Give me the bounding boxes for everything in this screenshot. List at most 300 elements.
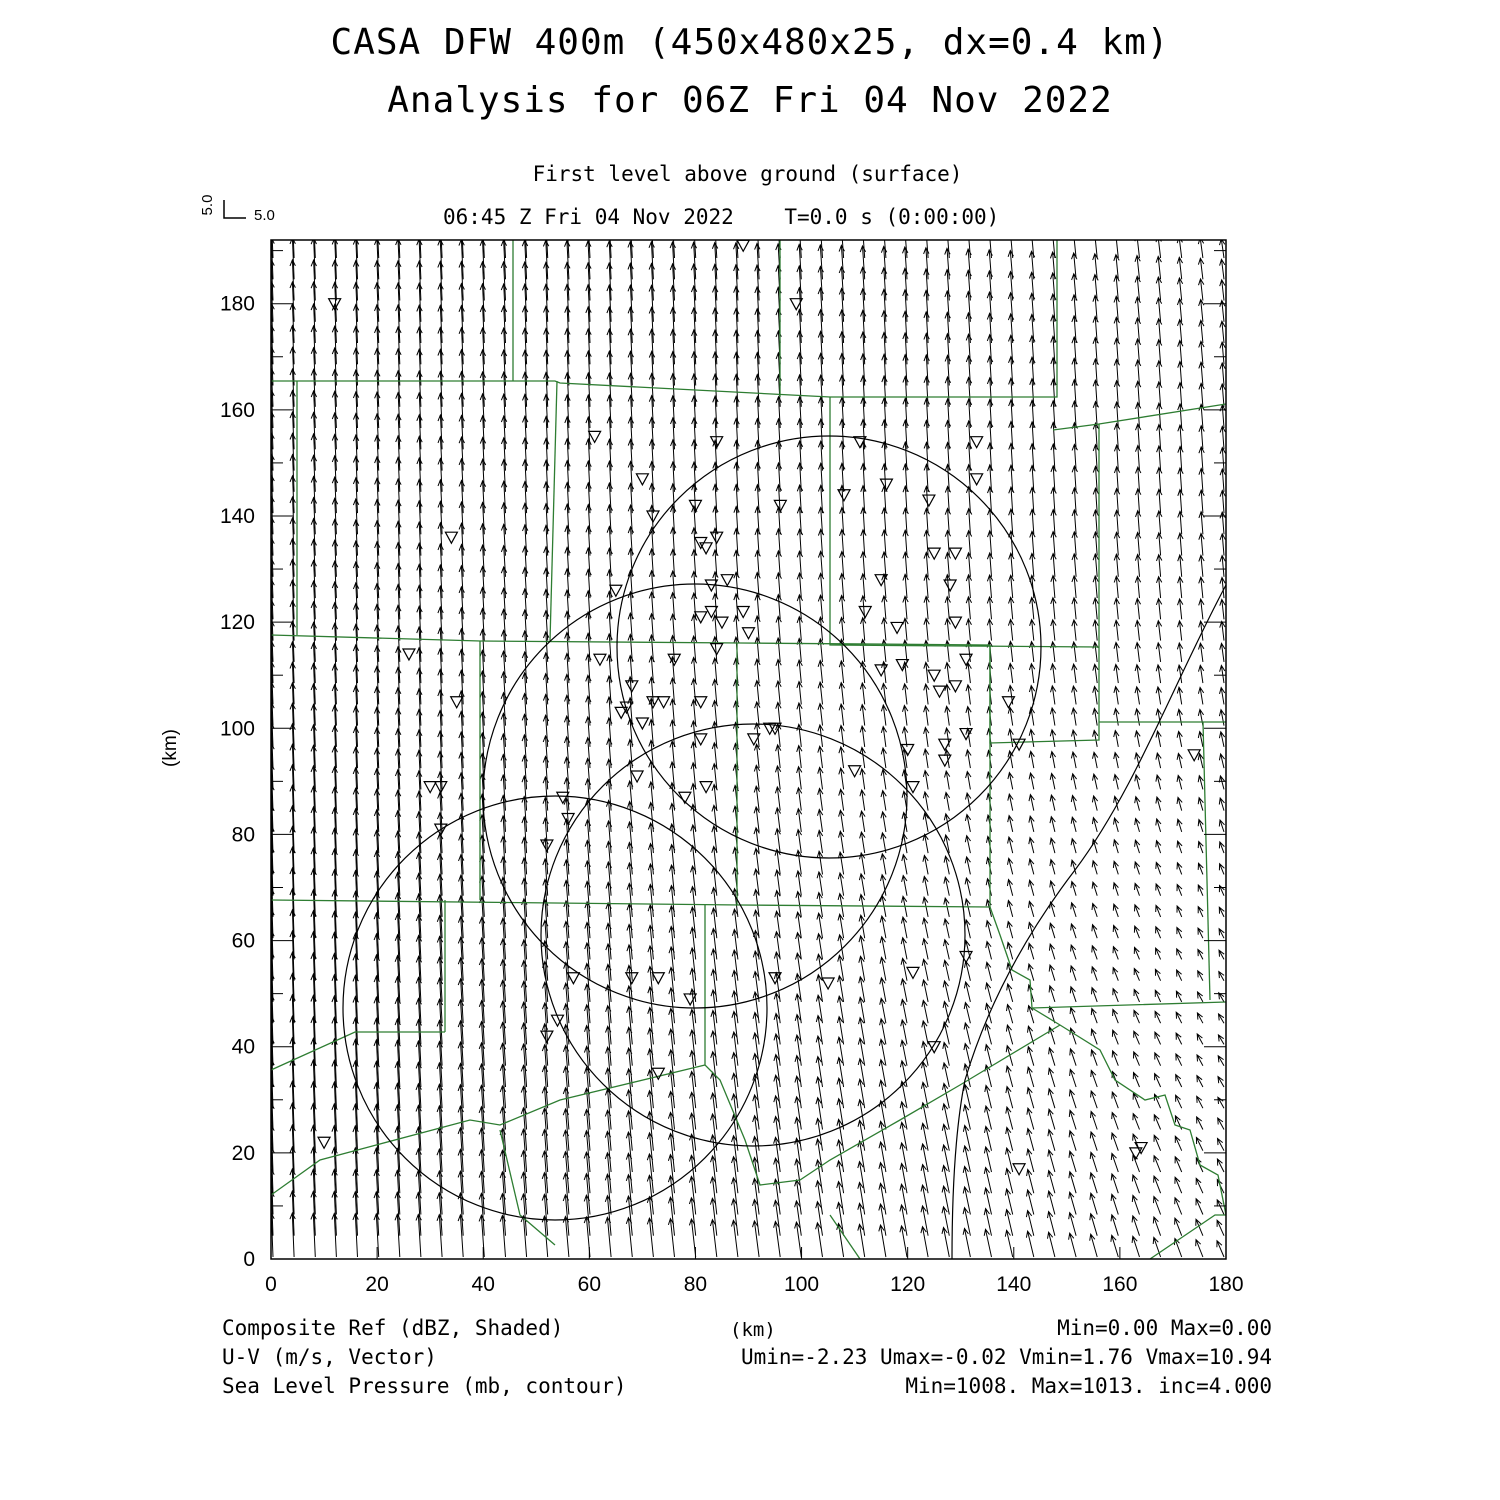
wind-vector (944, 919, 950, 938)
wind-vector (1027, 1108, 1034, 1129)
wind-vector (1197, 1096, 1203, 1108)
wind-vector (1154, 1156, 1161, 1172)
wind-vector (1135, 555, 1140, 577)
wind-vector (881, 748, 886, 768)
wind-vector (1156, 948, 1161, 959)
wind-vector (1090, 1214, 1097, 1236)
wind-vector (1157, 446, 1162, 471)
wind-vector (1219, 972, 1224, 981)
wind-vector (859, 874, 864, 896)
wind-vector (1009, 509, 1014, 534)
radar-site-marker (822, 978, 834, 989)
wind-vector (1198, 863, 1203, 874)
wind-vector (1176, 1075, 1182, 1087)
wind-vector (1092, 818, 1097, 832)
wind-vector (1050, 923, 1055, 938)
chart-title: CASA DFW 400m (450x480x25, dx=0.4 km) (330, 22, 1170, 63)
wind-vector (923, 792, 928, 811)
wind-vector (1198, 754, 1203, 769)
wind-vector (1069, 1172, 1076, 1194)
wind-vector (1219, 820, 1224, 832)
wind-vector (1220, 469, 1225, 492)
wind-vector (1091, 1070, 1097, 1087)
wind-vector (923, 918, 929, 938)
wind-vector (945, 553, 950, 577)
wind-vector (755, 638, 760, 662)
footer-pressure-label: Sea Level Pressure (mb, contour) (222, 1374, 627, 1398)
radar-site-marker (451, 697, 463, 708)
wind-vector (1008, 685, 1013, 704)
radar-site-marker (944, 580, 956, 591)
wind-vector (1132, 1175, 1139, 1193)
wind-vector (1199, 599, 1204, 619)
wind-vector (1135, 840, 1140, 853)
wind-vector (1198, 776, 1203, 790)
wind-vector (964, 1023, 970, 1044)
wind-vector (1092, 882, 1097, 896)
wind-vector (1220, 280, 1225, 301)
wind-vector (965, 920, 971, 938)
wind-vector (924, 684, 929, 704)
wind-vector (817, 893, 823, 917)
wind-vector (903, 618, 908, 640)
wind-vector (1199, 279, 1204, 301)
wind-vector (987, 597, 992, 619)
wind-vector (1220, 666, 1225, 684)
x-tick-label: 40 (471, 1273, 495, 1296)
wind-vector (1026, 1231, 1033, 1257)
wind-vector (1072, 598, 1077, 619)
wind-vector (1135, 797, 1140, 811)
wind-vector (1178, 511, 1183, 534)
wind-vector (1156, 884, 1161, 896)
reference-vector-label-x: 5.0 (254, 207, 275, 224)
radar-site-marker (658, 697, 670, 708)
wind-vector (1199, 447, 1204, 471)
wind-vector (1155, 1053, 1161, 1066)
wind-vector (944, 856, 949, 874)
wind-vector (1071, 796, 1076, 811)
wind-vector (1176, 1054, 1182, 1066)
wind-vector (860, 769, 865, 790)
radar-site-marker (403, 649, 415, 660)
wind-vector (1071, 882, 1076, 896)
wind-vector (1219, 907, 1224, 917)
footer-vector-label: U-V (m/s, Vector) (222, 1345, 437, 1369)
wind-vector (903, 530, 908, 555)
wind-vector (1178, 383, 1183, 407)
wind-vector (1156, 841, 1161, 853)
wind-vector (1220, 688, 1225, 705)
wind-vector (1134, 926, 1139, 938)
wind-vector (796, 809, 801, 832)
wind-vector (1008, 794, 1013, 811)
wind-vector (1135, 577, 1140, 599)
wind-vector (1113, 968, 1118, 981)
wind-vector (818, 661, 823, 684)
wind-vector (1220, 491, 1225, 514)
wind-vector (1050, 730, 1055, 747)
wind-vector (923, 855, 928, 874)
wind-vector (1135, 819, 1140, 832)
wind-vector (1157, 489, 1162, 513)
wind-vector (1090, 1152, 1097, 1172)
county-boundary (990, 424, 1099, 743)
wind-vector (1220, 426, 1225, 449)
wind-vector (880, 937, 886, 960)
wind-vector (818, 704, 823, 726)
wind-vector (1177, 775, 1182, 789)
wind-vector (1156, 819, 1161, 832)
wind-vector (1134, 947, 1139, 959)
wind-vector (1092, 904, 1097, 917)
wind-vector (1134, 990, 1140, 1002)
wind-vector (1154, 1197, 1161, 1215)
radar-site-marker (923, 495, 935, 506)
wind-vector (861, 574, 866, 598)
wind-vector (754, 765, 759, 789)
wind-vector (1071, 945, 1077, 959)
wind-vector (860, 811, 865, 832)
wind-vector (797, 724, 802, 747)
wind-vector (1114, 753, 1119, 769)
y-tick-label: 140 (219, 504, 255, 528)
wind-vector (1072, 642, 1077, 662)
wind-vector (903, 640, 908, 662)
wind-vector (1114, 709, 1119, 726)
wind-vector (1219, 798, 1224, 811)
wind-vector (1155, 969, 1160, 980)
wind-vector (1050, 752, 1055, 769)
wind-vector (1132, 1236, 1139, 1257)
wind-vector (1051, 598, 1056, 620)
wind-vector (1156, 277, 1161, 300)
wind-vector (1070, 1049, 1076, 1066)
radar-site-marker (615, 707, 627, 718)
wind-vector (859, 956, 865, 980)
wind-vector (1177, 257, 1182, 279)
wind-vector (1178, 425, 1183, 449)
wind-vector (1069, 1233, 1077, 1257)
wind-vector (1157, 425, 1162, 450)
wind-vector (923, 771, 928, 790)
wind-vector (1178, 621, 1183, 641)
wind-vector (1178, 599, 1183, 619)
wind-vector (755, 681, 760, 705)
wind-vector (1156, 687, 1161, 704)
wind-vector (1050, 773, 1055, 789)
wind-vector (1178, 320, 1183, 343)
wind-vector (1197, 1076, 1203, 1087)
wind-vector (817, 913, 823, 938)
wind-vector (1198, 842, 1203, 854)
wind-vector (1136, 446, 1141, 471)
wind-vector (1132, 1195, 1139, 1214)
wind-vector (1220, 512, 1225, 534)
wind-vector (1154, 1115, 1160, 1130)
wind-vector (1135, 256, 1140, 280)
wind-vector (988, 531, 993, 556)
wind-vector (754, 786, 759, 810)
wind-vector (924, 575, 929, 599)
wind-vector (1069, 1151, 1076, 1172)
wind-vector (1092, 967, 1098, 981)
radar-site-marker (684, 994, 696, 1005)
wind-vector (1177, 797, 1182, 810)
wind-vector (1177, 841, 1182, 853)
wind-vector (881, 727, 886, 747)
wind-vector (1092, 988, 1098, 1002)
wind-vector (1197, 1117, 1203, 1130)
wind-vector (965, 836, 970, 853)
wind-vector (860, 705, 865, 726)
wind-vector (1198, 885, 1203, 896)
wind-vector (1219, 993, 1224, 1002)
wind-vector (1093, 664, 1098, 683)
x-tick-label: 20 (365, 1273, 389, 1296)
wind-vector (943, 960, 949, 980)
radar-site-marker (949, 617, 961, 628)
wind-vector (733, 744, 738, 769)
radar-site-marker (700, 782, 712, 793)
wind-vector (1007, 984, 1013, 1002)
wind-vector (1177, 906, 1182, 917)
wind-vector (1177, 970, 1182, 981)
wind-vector (986, 921, 992, 939)
wind-vector (1196, 1240, 1203, 1257)
wind-vector (1030, 553, 1035, 576)
wind-vector (1198, 238, 1203, 258)
wind-vector (1155, 1011, 1161, 1023)
wind-vector (1175, 1177, 1182, 1193)
wind-vector (1112, 1051, 1118, 1066)
wind-vector (943, 1002, 949, 1024)
wind-vector (1090, 1132, 1097, 1151)
wind-vector (965, 878, 970, 896)
wind-vector (1199, 320, 1204, 343)
y-axis-unit: (km) (160, 729, 181, 767)
wind-vector (945, 771, 950, 789)
wind-vector (1177, 863, 1182, 875)
wind-vector (1093, 774, 1098, 789)
wind-vector (1008, 663, 1013, 683)
wind-vector (1218, 1118, 1224, 1130)
radar-site-marker (652, 973, 664, 984)
x-tick-label: 120 (890, 1273, 926, 1296)
wind-vector (924, 530, 929, 555)
county-boundary (990, 907, 1226, 1008)
wind-vector (817, 872, 822, 896)
wind-vector (1072, 576, 1077, 598)
wind-vector (1156, 319, 1161, 343)
wind-vector (1196, 1199, 1203, 1215)
wind-vector (987, 553, 992, 577)
wind-vector (1071, 903, 1076, 917)
wind-vector (1157, 403, 1162, 428)
wind-vector (1178, 490, 1183, 513)
wind-vector (1218, 1035, 1224, 1045)
wind-vector (797, 767, 802, 790)
wind-vector (1028, 964, 1034, 981)
wind-vector (1113, 989, 1119, 1002)
wind-vector (1090, 1234, 1098, 1257)
wind-vector (902, 876, 907, 896)
wind-vector (903, 574, 908, 598)
wind-vector (839, 596, 844, 620)
footer-vector-range: Umin=-2.23 Umax=-0.02 Vmin=1.76 Vmax=10.94 (740, 1345, 1272, 1369)
wind-vector (1072, 532, 1077, 556)
wind-vector (839, 747, 844, 768)
wind-vector (1157, 533, 1162, 556)
wind-vector (796, 830, 801, 854)
wind-vector (944, 898, 950, 917)
wind-vector (944, 793, 949, 811)
wind-vector (1048, 1068, 1055, 1087)
wind-vector (1009, 575, 1014, 598)
radar-site-marker (589, 431, 601, 442)
wind-vector (1005, 1230, 1012, 1257)
wind-vector (1093, 730, 1098, 747)
wind-vector (1111, 1235, 1118, 1257)
wind-vector (1090, 1173, 1097, 1193)
wind-vector (818, 746, 823, 768)
wind-vector (903, 552, 908, 577)
radar-site-marker (891, 622, 903, 633)
wind-vector (1219, 1014, 1225, 1023)
wind-vector (1029, 708, 1034, 726)
wind-vector (984, 1229, 991, 1257)
wind-vector (1114, 818, 1119, 832)
radar-site-marker (949, 548, 961, 559)
wind-vector (1220, 405, 1225, 428)
footer-reflectivity-range: Min=0.00 Max=0.00 (1057, 1316, 1272, 1340)
wind-vector (1027, 1129, 1034, 1151)
wind-vector (1156, 236, 1161, 258)
x-tick-label: 140 (996, 1273, 1032, 1296)
wind-vector (1029, 795, 1034, 811)
wind-vector (776, 573, 781, 598)
wind-vector (817, 830, 822, 853)
wind-vector (1070, 987, 1076, 1002)
wind-vector (1219, 842, 1224, 853)
wind-vector (1112, 1113, 1119, 1130)
wind-vector (1008, 773, 1013, 790)
wind-vector (964, 1044, 971, 1066)
wind-vector (945, 685, 950, 705)
wind-vector (1030, 620, 1035, 641)
radar-site-marker (880, 479, 892, 490)
radar-site-marker (971, 474, 983, 485)
wind-vector (1072, 510, 1077, 535)
wind-vector (776, 660, 781, 684)
wind-vector (1114, 598, 1119, 619)
wind-vector (1027, 1149, 1034, 1172)
pressure-contour (952, 585, 1226, 1259)
wind-vector (1069, 1213, 1076, 1236)
wind-vector (1199, 362, 1204, 385)
wind-vector (922, 939, 928, 960)
wind-vector (1048, 1130, 1055, 1151)
wind-vector (965, 899, 970, 917)
wind-vector (1069, 1131, 1076, 1151)
wind-vector (1178, 533, 1183, 556)
wind-vector (945, 597, 950, 620)
wind-vector (1090, 1193, 1097, 1214)
wind-vector (966, 750, 971, 768)
wind-vector (1175, 1218, 1182, 1236)
wind-vector (818, 810, 823, 832)
wind-vector (880, 916, 886, 938)
radar-site-marker (711, 644, 723, 655)
wind-vector (1070, 1008, 1076, 1024)
wind-vector (1178, 555, 1183, 577)
wind-vector (986, 879, 991, 896)
wind-vector (1030, 509, 1035, 534)
wind-vector (1093, 752, 1098, 768)
wind-vector (1177, 278, 1182, 301)
wind-vector (1007, 880, 1012, 896)
wind-vector (966, 597, 971, 619)
wind-vector (1199, 665, 1204, 683)
wind-vector (797, 595, 802, 619)
wind-vector (755, 702, 760, 726)
wind-vector (966, 509, 971, 535)
wind-vector (1114, 576, 1119, 598)
wind-vector (860, 683, 865, 704)
wind-vector (734, 659, 739, 684)
wind-vector (882, 552, 887, 577)
wind-vector (1008, 707, 1013, 725)
wind-vector (1048, 1171, 1055, 1194)
wind-vector (1029, 880, 1034, 896)
time-label: 06:45 Z Fri 04 Nov 2022 T=0.0 s (0:00:00) (443, 205, 1000, 229)
wind-vector (924, 552, 929, 576)
wind-vector (1177, 687, 1182, 704)
wind-vector (1050, 881, 1055, 896)
radar-site-marker (695, 697, 707, 708)
wind-vector (1029, 773, 1034, 789)
wind-vector (1155, 1032, 1161, 1044)
wind-vector (966, 641, 971, 662)
radar-site-marker (424, 782, 436, 793)
wind-vector (1156, 599, 1161, 620)
wind-vector (1135, 687, 1140, 705)
wind-vector (1220, 643, 1225, 662)
wind-vector (1132, 1216, 1139, 1236)
wind-vector (1157, 577, 1162, 598)
radar-site-marker (737, 607, 749, 618)
level-label: First level above ground (surface) (532, 162, 963, 186)
wind-vector (1007, 1005, 1013, 1024)
wind-vector (1136, 467, 1141, 492)
wind-vector (861, 618, 866, 641)
wind-vector (881, 812, 886, 832)
wind-vector (924, 749, 929, 768)
wind-vector (1050, 838, 1055, 853)
wind-vector (945, 641, 950, 662)
wind-vector (1135, 709, 1140, 726)
wind-vector (1199, 341, 1204, 364)
wind-vector (1156, 643, 1161, 662)
wind-vector (1198, 798, 1203, 811)
radar-site-marker (445, 532, 457, 543)
footer-pressure-range: Min=1008. Max=1013. inc=4.000 (905, 1374, 1272, 1398)
wind-vector (943, 981, 949, 1002)
wind-vector (945, 728, 950, 747)
x-tick-label: 100 (784, 1273, 820, 1296)
wind-vector (1135, 862, 1140, 875)
wind-vector (1093, 532, 1098, 556)
